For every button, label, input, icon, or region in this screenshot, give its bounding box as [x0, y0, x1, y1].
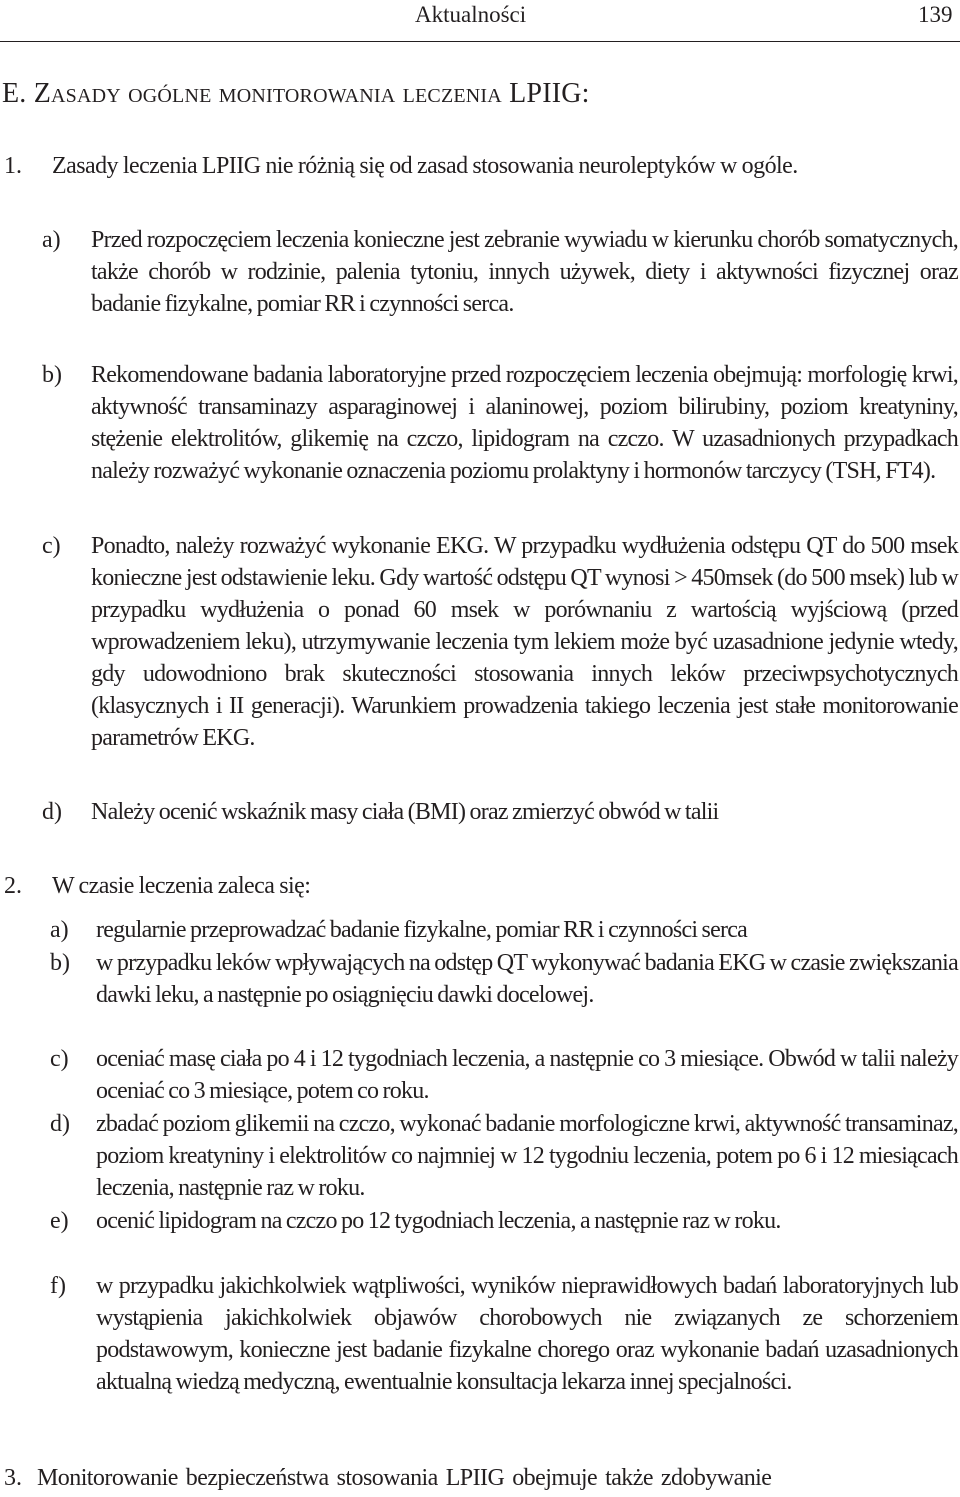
list-item-text: Rekomendowane badania laboratoryjne przed rozpoczęciem leczenia obejmują: morfologię krwi, aktywność transaminazy asparaginowej i alaninowej, poziom bilirubiny, poziom kreatyniny, stężenie elektrolitów, glikemię na czczo, lipidogram na czczo. W uzasadnionych przypadkach należy rozważyć wykonanie oznaczenia poziomu prolaktyny i hormonów tarczycy (TSH, FT4). [91, 362, 958, 484]
list-item-text: Ponadto, należy rozważyć wykonanie EKG. W przypadku wydłużenia odstępu QT do 500 msek konieczne jest odstawienie leku. Gdy wartość odstępu QT wynosi > 450msek (do 500 msek) lub w przypadku wydłużenia o ponad 60 msek w porównaniu z wartością wyjściową (przed wprowadzeniem leku), utrzymywanie leczenia tym lekiem może być uzasadnione jedynie wtedy, gdy udowodniono brak skuteczności stosowania innych leków przeciwpsychotycznych (klasycznych i II generacji). Warunkiem prowadzenia takiego leczenia jest stałe monitorowanie parametrów EKG. [91, 533, 958, 751]
list-item-text: Należy ocenić wskaźnik masy ciała (BMI) oraz zmierzyć obwód w talii [91, 799, 719, 825]
list-item-label: d) [42, 799, 62, 825]
section-2 [0, 870, 960, 902]
list-item-label: a) [50, 917, 69, 943]
list-item-text: w przypadku leków wpływających na odstęp QT wykonywać badania EKG w czasie zwiększania dawki leku, a następnie po osiągnięciu dawki docelowej. [96, 950, 958, 1008]
list-item-label: a) [42, 227, 61, 253]
list-item-2c [0, 1043, 960, 1107]
section-3-text: Monitorowanie bezpieczeństwa stosowania LPIIG obejmuje także zdobywanie [37, 1465, 772, 1491]
list-item-text: Przed rozpoczęciem leczenia konieczne jest zebranie wywiadu w kierunku chorób somatycznych, także chorób w rodzinie, palenia tytoniu, innych używek, diety i aktywności fizycznej oraz badanie fizykalne, pomiar RR i czynności serca. [91, 227, 958, 317]
list-item-1c [0, 530, 960, 786]
list-item-label: d) [50, 1111, 70, 1137]
list-item-2b [0, 947, 960, 1043]
list-item-text: w przypadku jakichkolwiek wątpliwości, wyników nieprawidłowych badań laboratoryjnych lub wystąpienia jakichkolwiek objawów chorobowych nie związanych ze schorzeniem podstawowym, konieczne jest badanie fizykalne chorego oraz wykonanie badań uzasadnionych aktualną wiedzą medyczną, ewentualnie konsultacja lekarza innej specjalności. [96, 1273, 958, 1395]
list-item-2f [0, 1270, 960, 1430]
header-rule [0, 41, 960, 42]
list-item-label: b) [50, 950, 70, 976]
page-number: 139 [918, 2, 953, 27]
section-1 [0, 150, 960, 214]
list-item-text: ocenić lipidogram na czczo po 12 tygodniach leczenia, a następnie raz w roku. [96, 1208, 781, 1234]
section-1-number: 1. [4, 153, 22, 179]
running-title: Aktualności [415, 2, 527, 27]
list-item-label: e) [50, 1208, 69, 1234]
section-3-number: 3. [4, 1465, 22, 1491]
list-item-text: zbadać poziom glikemii na czczo, wykonać badanie morfologiczne krwi, aktywność transaminaz, poziom kreatyniny i elektrolitów co najmniej w 12 tygodniu leczenia, potem po 6 i 12 miesiącach leczenia, następnie raz w roku. [96, 1111, 958, 1201]
list-item-label: f) [50, 1273, 66, 1299]
list-item-text: oceniać masę ciała po 4 i 12 tygodniach leczenia, a następnie co 3 miesiące. Obwód w talii należy oceniać co 3 miesiące, potem co roku. [96, 1046, 958, 1104]
list-item-label: b) [42, 362, 62, 388]
page-header [0, 0, 960, 44]
list-item-label: c) [50, 1046, 69, 1072]
section-heading: E. Zasady ogólne monitorowania leczenia LPIIG: [2, 78, 590, 109]
list-item-text: regularnie przeprowadzać badanie fizykalne, pomiar RR i czynności serca [96, 917, 748, 943]
list-item-1b [0, 359, 960, 519]
list-item-2a [0, 914, 960, 946]
section-2-number: 2. [4, 873, 22, 899]
list-item-2d [0, 1108, 960, 1204]
list-item-label: c) [42, 533, 61, 559]
list-item-1a [0, 224, 960, 352]
section-2-text: W czasie leczenia zaleca się: [52, 873, 311, 899]
section-1-text: Zasady leczenia LPIIG nie różnią się od zasad stosowania neuroleptyków w ogóle. [52, 153, 798, 179]
list-item-1d [0, 796, 960, 828]
section-3 [0, 1462, 960, 1497]
list-item-2e [0, 1205, 960, 1269]
